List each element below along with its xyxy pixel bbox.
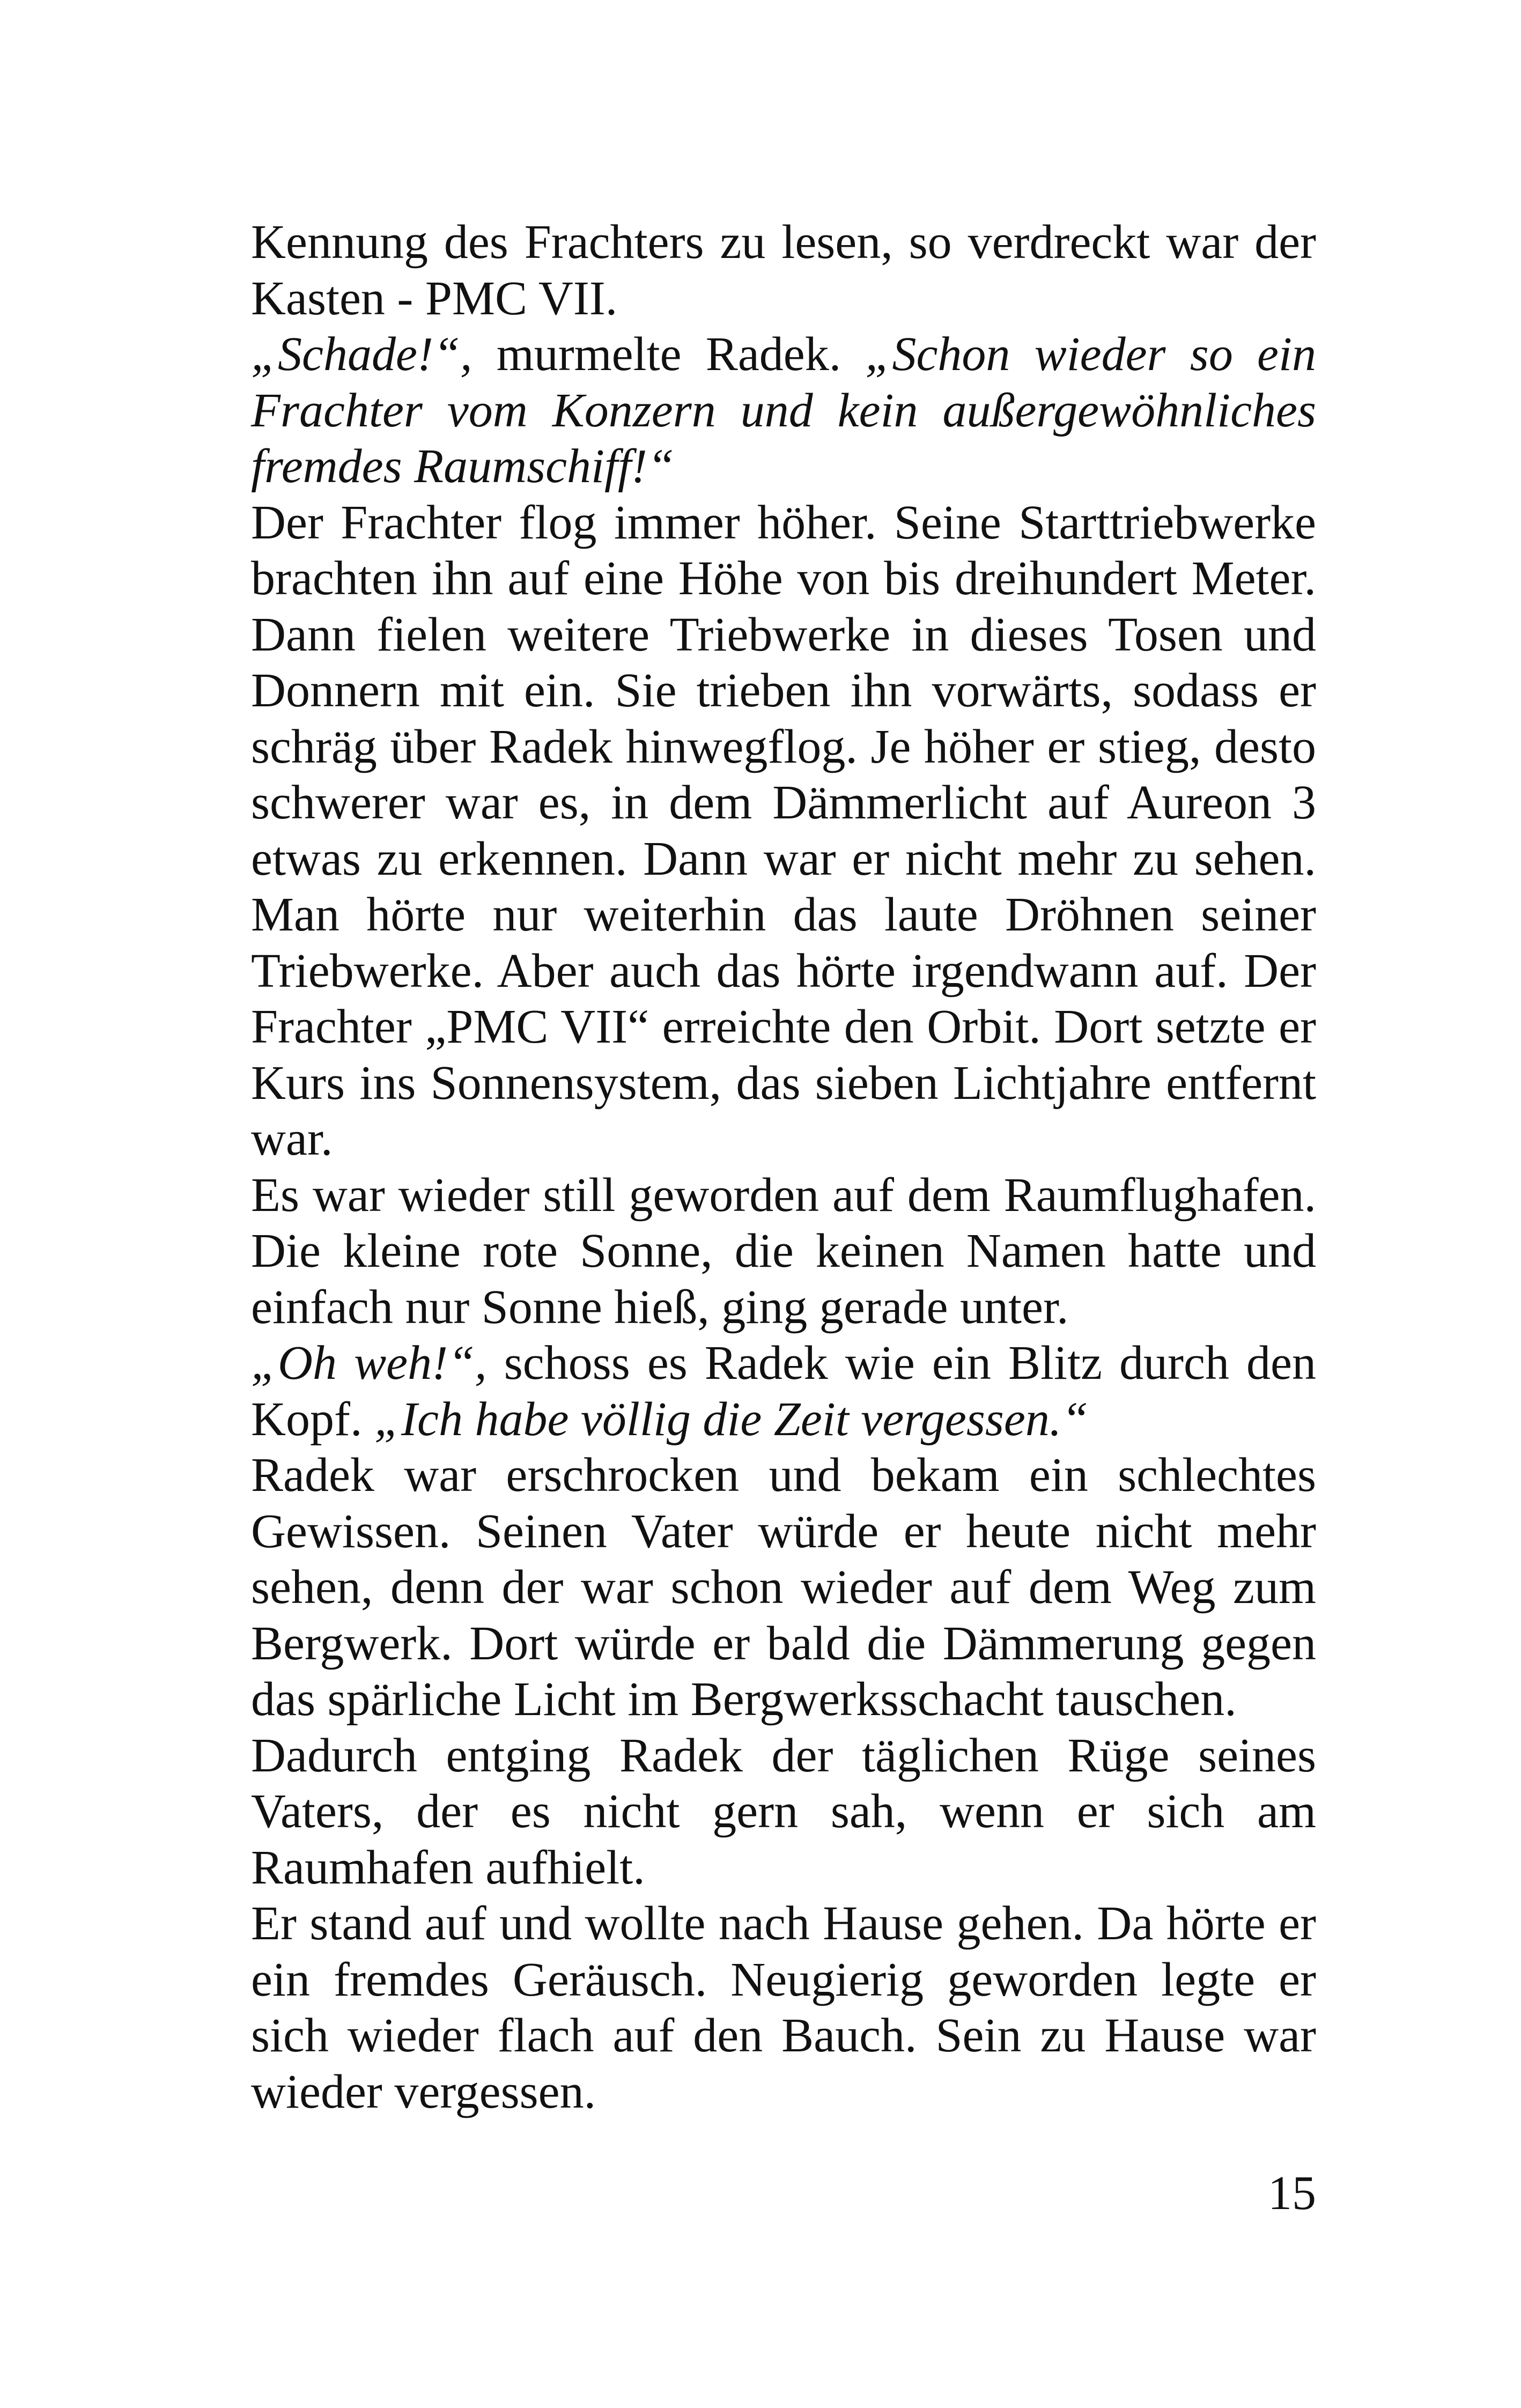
text-segment: Es war wieder still geworden auf dem Raumflughafen. Die kleine rote Sonne, die keinen Namen hatte und einfach nur Sonne hieß, ging gerade unter. — [251, 1168, 1316, 1334]
page-number: 15 — [1268, 2167, 1316, 2220]
dialogue-segment: „Schade!“, — [251, 328, 472, 381]
text-segment: Der Frachter flog immer höher. Seine Starttriebwerke brachten ihn auf eine Höhe von bis dreihundert Meter. Dann fielen weitere Triebwerke in dieses Tosen und Donnern mit ein. Sie trieben ihn vorwärts, sodass er schräg über Radek hinwegflog. Je höher er stieg, desto schwerer war es, in dem Dämmerlicht auf Aureon 3 etwas zu erkennen. Dann war er nicht mehr zu sehen. Man hörte nur weiterhin das laute Dröhnen seiner Triebwerke. Aber auch das hörte irgendwann auf. Der Frachter „PMC VII“ erreichte den Orbit. Dort setzte er Kurs ins Sonnensystem, das sieben Lichtjahre entfernt war. — [251, 496, 1316, 1165]
text-segment: Kennung des Frachters zu lesen, so verdreckt war der Kasten - PMC VII. — [251, 216, 1316, 325]
dialogue-segment: „Oh weh!“, — [251, 1336, 487, 1390]
paragraph — [251, 215, 1316, 327]
dialogue-segment: „Schon wieder so ein Frachter vom Konzern und kein außergewöhnliches fremdes Raumschiff!“ — [251, 328, 1316, 493]
paragraph — [251, 327, 1316, 495]
text-segment: murmelte Radek. — [472, 328, 866, 381]
body-text — [251, 215, 1316, 2120]
paragraph — [251, 495, 1316, 1168]
text-segment: schoss es Radek wie ein Blitz durch den Kopf. — [251, 1336, 1316, 1446]
paragraph — [251, 1335, 1316, 1447]
paragraph — [251, 1728, 1316, 1896]
dialogue-segment: „Ich habe völlig die Zeit vergessen.“ — [374, 1392, 1089, 1446]
text-segment: Radek war erschrocken und bekam ein schlechtes Gewissen. Seinen Vater würde er heute nicht mehr sehen, denn der war schon wieder auf dem Weg zum Bergwerk. Dort würde er bald die Dämmerung gegen das spärliche Licht im Bergwerksschacht tauschen. — [251, 1449, 1316, 1726]
paragraph — [251, 1896, 1316, 2120]
paragraph — [251, 1168, 1316, 1336]
text-segment: Dadurch entging Radek der täglichen Rüge seines Vaters, der es nicht gern sah, wenn er sich am Raumhafen aufhielt. — [251, 1729, 1316, 1894]
paragraph — [251, 1447, 1316, 1728]
text-segment: Er stand auf und wollte nach Hause gehen. Da hörte er ein fremdes Geräusch. Neugierig geworden legte er sich wieder flach auf den Bauch. Sein zu Hause war wieder vergessen. — [251, 1897, 1316, 2118]
